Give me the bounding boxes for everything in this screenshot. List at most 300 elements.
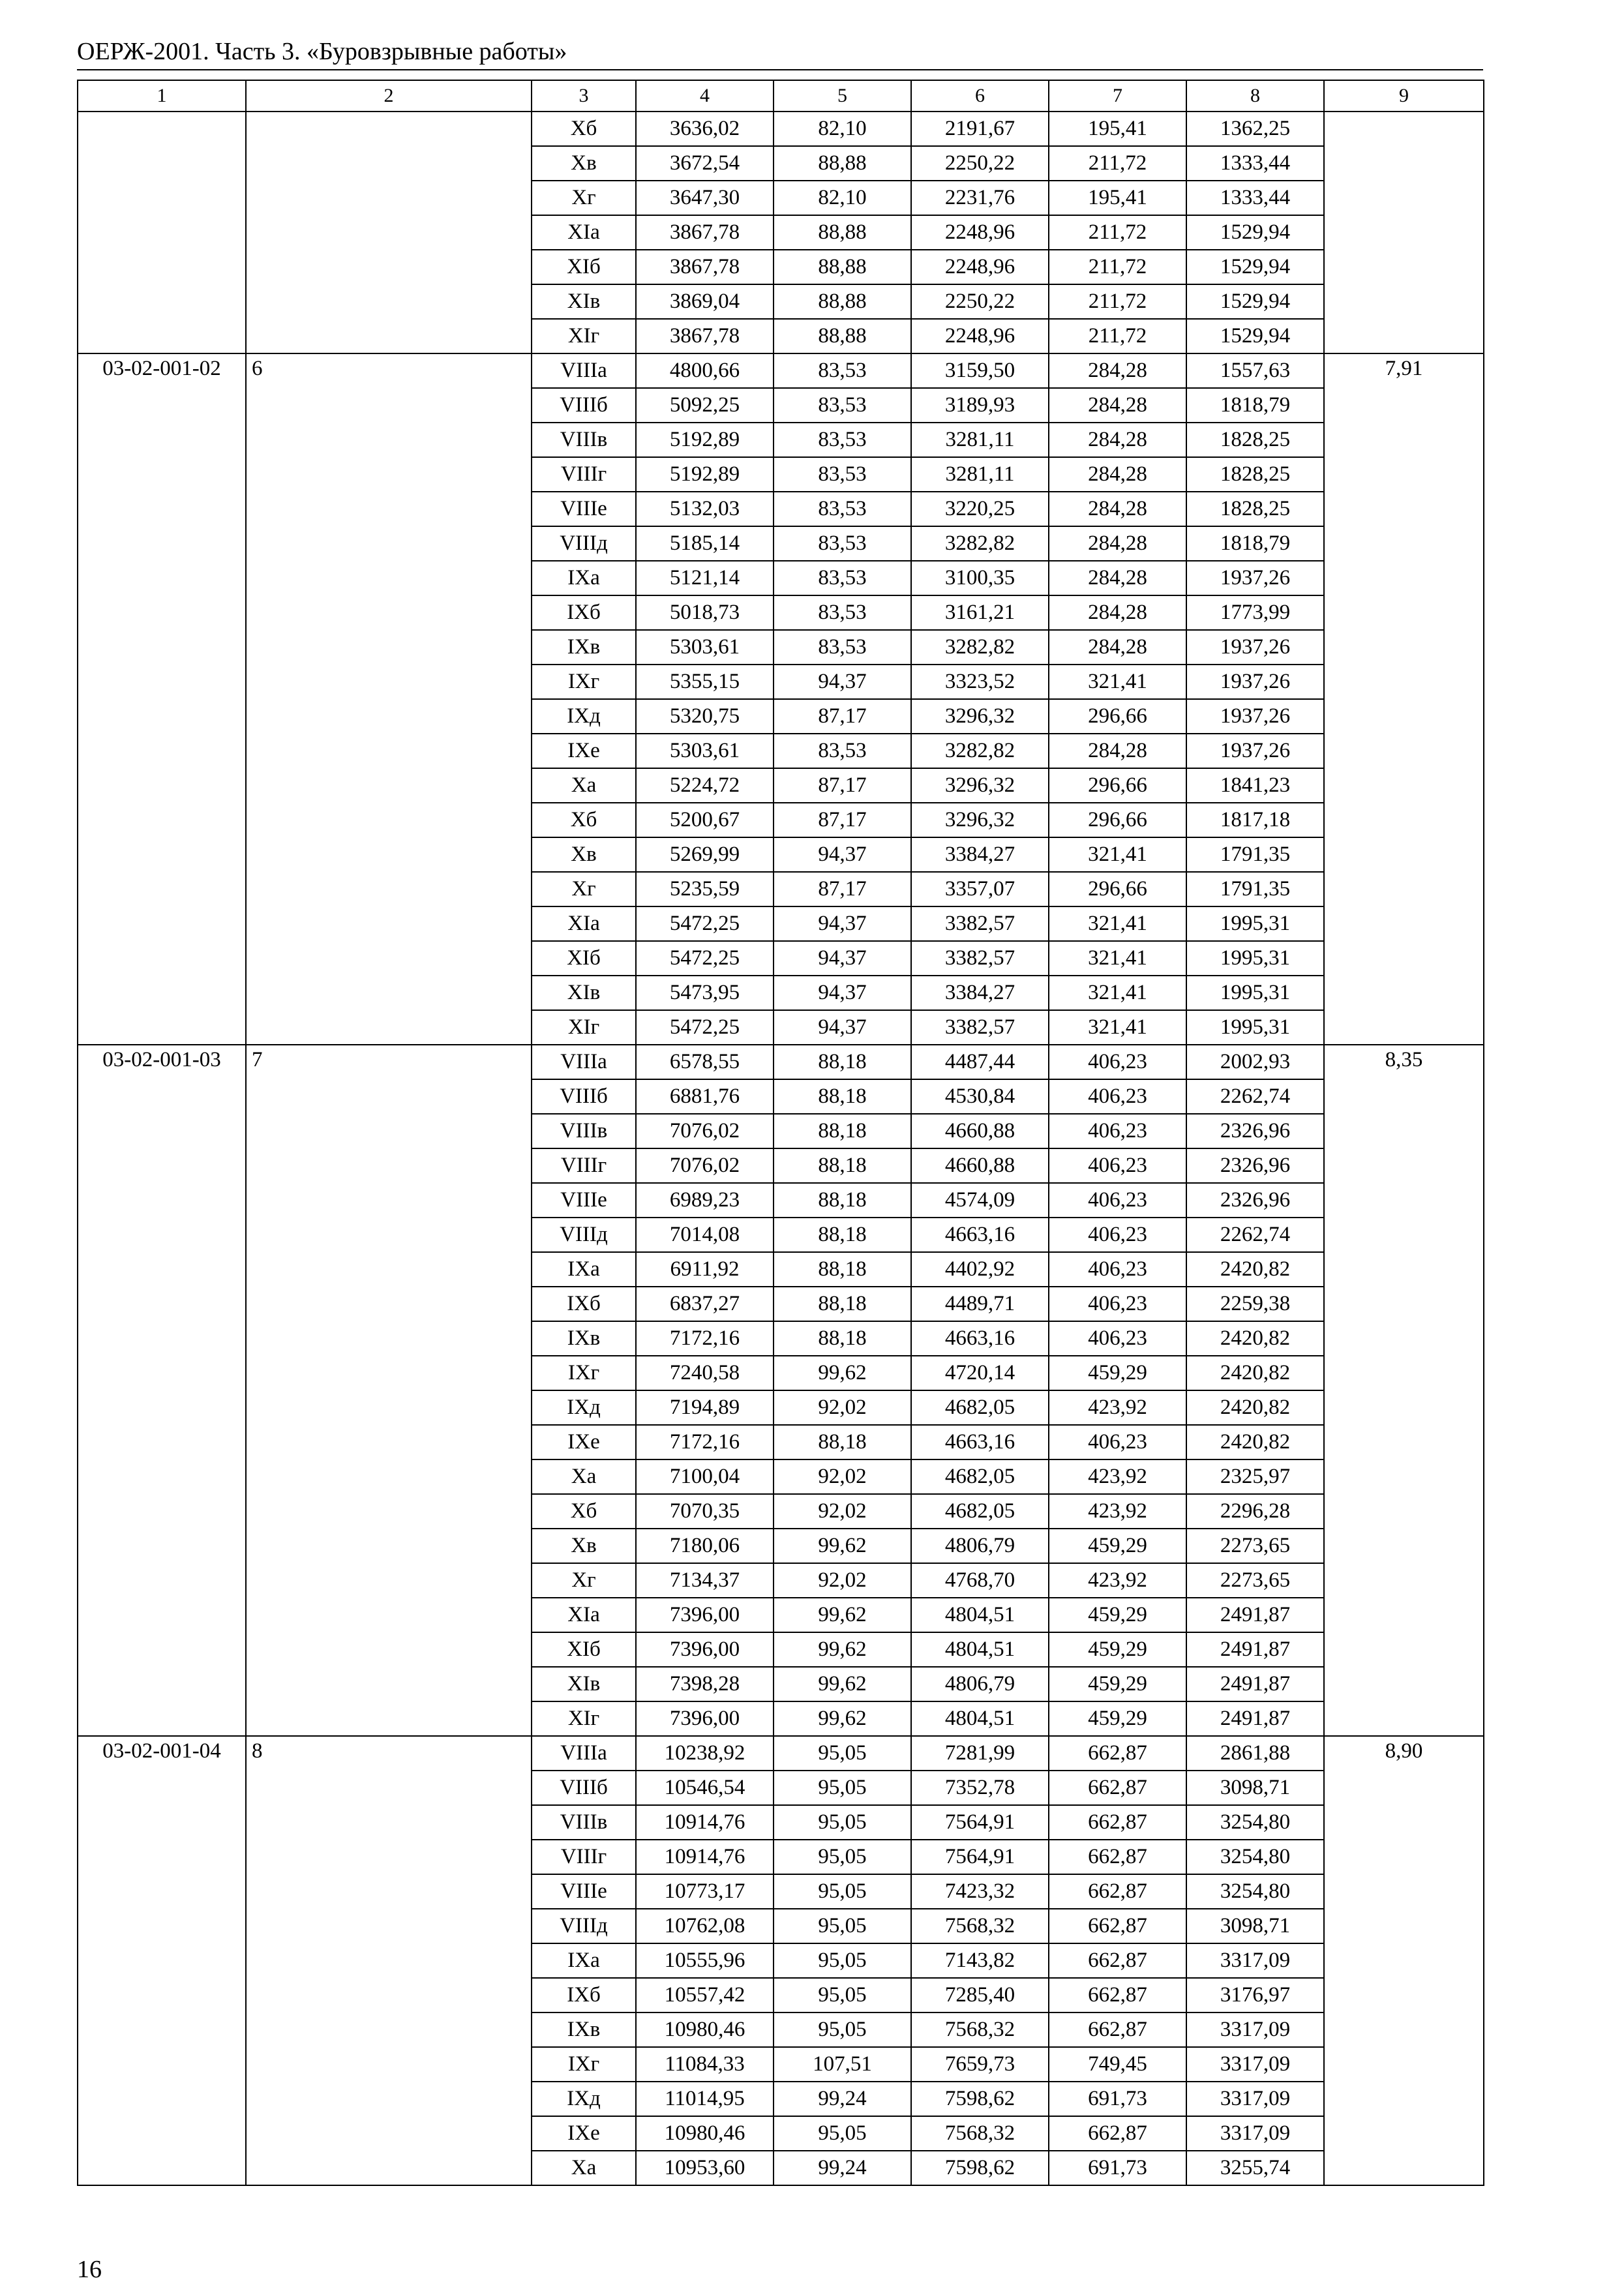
rock-group-cell: IXг [532,665,636,699]
value-cell: 2191,67 [911,112,1049,146]
value-cell: 4660,88 [911,1148,1049,1183]
table-row [78,112,1484,146]
value-cell: 94,37 [774,941,911,976]
value-cell: 7568,32 [911,1909,1049,1943]
value-cell: 1828,25 [1186,423,1324,457]
value-cell: 2326,96 [1186,1183,1324,1218]
value-cell: 10914,76 [636,1805,774,1840]
value-cell: 4804,51 [911,1701,1049,1736]
value-cell: 99,62 [774,1529,911,1563]
rock-group-cell: Xа [532,1459,636,1494]
value-cell: 1529,94 [1186,284,1324,319]
rock-group-cell: VIIIб [532,1079,636,1114]
value-cell: 211,72 [1049,250,1186,284]
value-cell: 1791,35 [1186,872,1324,906]
rock-group-cell: IXд [532,1390,636,1425]
value-cell: 88,88 [774,250,911,284]
value-cell: 1995,31 [1186,906,1324,941]
value-cell: 3384,27 [911,976,1049,1010]
column-header: 3 [532,80,636,112]
rock-group-cell: IXе [532,2116,636,2151]
rock-group-cell: Xг [532,181,636,215]
value-cell: 3647,30 [636,181,774,215]
value-cell: 3281,11 [911,423,1049,457]
value-cell: 459,29 [1049,1529,1186,1563]
value-cell: 406,23 [1049,1321,1186,1356]
value-cell: 87,17 [774,699,911,734]
value-cell: 662,87 [1049,1943,1186,1978]
value-cell: 94,37 [774,1010,911,1045]
rock-group-cell: VIIIд [532,526,636,561]
value-cell: 321,41 [1049,1010,1186,1045]
value-cell: 3317,09 [1186,1943,1324,1978]
value-cell: 99,62 [774,1632,911,1667]
value-cell: 83,53 [774,630,911,665]
value-cell: 662,87 [1049,1771,1186,1805]
rock-group-cell: XIг [532,319,636,353]
value-cell: 7076,02 [636,1148,774,1183]
value-cell: 5092,25 [636,388,774,423]
rock-group-cell: Xа [532,768,636,803]
value-cell: 7598,62 [911,2082,1049,2116]
rock-group-cell: Xв [532,1529,636,1563]
value-cell: 459,29 [1049,1598,1186,1632]
value-cell: 5473,95 [636,976,774,1010]
value-cell: 99,24 [774,2082,911,2116]
value-cell: 662,87 [1049,1874,1186,1909]
value-cell: 2250,22 [911,284,1049,319]
value-cell: 83,53 [774,423,911,457]
value-cell: 7076,02 [636,1114,774,1148]
value-cell: 7564,91 [911,1840,1049,1874]
column-header: 4 [636,80,774,112]
value-cell: 88,88 [774,284,911,319]
value-cell: 99,24 [774,2151,911,2185]
rock-group-cell: VIIIа [532,1045,636,1079]
rock-group-cell: XIв [532,976,636,1010]
rate-code-cell [78,112,246,353]
value-cell: 107,51 [774,2047,911,2082]
value-cell: 7143,82 [911,1943,1049,1978]
value-cell: 87,17 [774,872,911,906]
rock-group-cell: IXв [532,2012,636,2047]
value-cell: 83,53 [774,353,911,388]
value-cell: 2262,74 [1186,1079,1324,1114]
rock-group-cell: XIв [532,284,636,319]
rock-group-cell: Xб [532,803,636,837]
value-cell: 2248,96 [911,319,1049,353]
value-cell: 7194,89 [636,1390,774,1425]
value-cell: 406,23 [1049,1148,1186,1183]
value-cell: 10914,76 [636,1840,774,1874]
value-cell: 7281,99 [911,1736,1049,1771]
value-cell: 459,29 [1049,1632,1186,1667]
value-cell: 1333,44 [1186,181,1324,215]
value-cell: 95,05 [774,1840,911,1874]
value-cell: 3098,71 [1186,1771,1324,1805]
value-cell: 7398,28 [636,1667,774,1701]
value-cell: 88,18 [774,1218,911,1252]
value-cell: 5472,25 [636,1010,774,1045]
value-cell: 2861,88 [1186,1736,1324,1771]
value-cell: 3254,80 [1186,1805,1324,1840]
rock-group-cell: VIIIб [532,388,636,423]
rock-group-cell: Xб [532,112,636,146]
value-cell: 2250,22 [911,146,1049,181]
value-cell: 7423,32 [911,1874,1049,1909]
rock-group-cell: VIIIе [532,492,636,526]
value-cell: 92,02 [774,1390,911,1425]
value-cell: 284,28 [1049,423,1186,457]
value-cell: 2420,82 [1186,1252,1324,1287]
value-cell: 92,02 [774,1563,911,1598]
value-cell: 4489,71 [911,1287,1049,1321]
column-2-cell: 8 [246,1736,532,2185]
value-cell: 7070,35 [636,1494,774,1529]
value-cell: 406,23 [1049,1287,1186,1321]
value-cell: 3672,54 [636,146,774,181]
rock-group-cell: VIIIб [532,1771,636,1805]
value-cell: 92,02 [774,1459,911,1494]
value-cell: 2259,38 [1186,1287,1324,1321]
value-cell: 10773,17 [636,1874,774,1909]
value-cell: 3282,82 [911,630,1049,665]
column-2-cell: 7 [246,1045,532,1736]
value-cell: 4660,88 [911,1114,1049,1148]
value-cell: 95,05 [774,2012,911,2047]
value-cell: 195,41 [1049,112,1186,146]
rock-group-cell: VIIIа [532,353,636,388]
rock-group-cell: XIб [532,250,636,284]
value-cell: 3254,80 [1186,1840,1324,1874]
value-cell: 7180,06 [636,1529,774,1563]
value-cell: 3159,50 [911,353,1049,388]
rate-code-cell: 03-02-001-02 [78,353,246,1045]
value-cell: 4768,70 [911,1563,1049,1598]
value-cell: 284,28 [1049,388,1186,423]
value-cell: 4682,05 [911,1459,1049,1494]
value-cell: 406,23 [1049,1183,1186,1218]
value-cell: 2491,87 [1186,1701,1324,1736]
rock-group-cell: XIа [532,215,636,250]
value-cell: 3282,82 [911,526,1049,561]
value-cell: 321,41 [1049,906,1186,941]
rates-table [77,80,1484,2186]
value-cell: 94,37 [774,906,911,941]
rock-group-cell: IXг [532,1356,636,1390]
value-cell: 4663,16 [911,1321,1049,1356]
column-header: 9 [1324,80,1484,112]
value-cell: 1937,26 [1186,630,1324,665]
value-cell: 7240,58 [636,1356,774,1390]
value-cell: 5320,75 [636,699,774,734]
value-cell: 211,72 [1049,319,1186,353]
value-cell: 11084,33 [636,2047,774,2082]
value-cell: 2325,97 [1186,1459,1324,1494]
value-cell: 296,66 [1049,699,1186,734]
value-cell: 7285,40 [911,1978,1049,2012]
value-cell: 3100,35 [911,561,1049,595]
column-header: 7 [1049,80,1186,112]
value-cell: 7598,62 [911,2151,1049,2185]
value-cell: 1333,44 [1186,146,1324,181]
value-cell: 6989,23 [636,1183,774,1218]
value-cell: 3281,11 [911,457,1049,492]
rate-code-cell: 03-02-001-03 [78,1045,246,1736]
rock-group-cell: VIIIг [532,1148,636,1183]
value-cell: 662,87 [1049,2116,1186,2151]
value-cell: 4720,14 [911,1356,1049,1390]
value-cell: 10980,46 [636,2012,774,2047]
rock-group-cell: VIIIа [532,1736,636,1771]
value-cell: 88,88 [774,319,911,353]
column-header: 1 [78,80,246,112]
value-cell: 1529,94 [1186,215,1324,250]
value-cell: 7172,16 [636,1321,774,1356]
value-cell: 83,53 [774,492,911,526]
value-cell: 4804,51 [911,1632,1049,1667]
value-cell: 10557,42 [636,1978,774,2012]
rock-group-cell: Xб [532,1494,636,1529]
column-header: 6 [911,80,1049,112]
value-cell: 5303,61 [636,630,774,665]
value-cell: 3098,71 [1186,1909,1324,1943]
rock-group-cell: XIа [532,906,636,941]
column-2-cell [246,112,532,353]
value-cell: 10953,60 [636,2151,774,2185]
value-cell: 87,17 [774,768,911,803]
value-cell: 321,41 [1049,976,1186,1010]
value-cell: 6837,27 [636,1287,774,1321]
rock-group-cell: IXа [532,1252,636,1287]
value-cell: 83,53 [774,734,911,768]
value-cell: 5303,61 [636,734,774,768]
value-cell: 406,23 [1049,1425,1186,1459]
value-cell: 5224,72 [636,768,774,803]
value-cell: 662,87 [1049,2012,1186,2047]
rock-group-cell: IXд [532,699,636,734]
value-cell: 99,62 [774,1356,911,1390]
column-header: 8 [1186,80,1324,112]
value-cell: 11014,95 [636,2082,774,2116]
value-cell: 321,41 [1049,837,1186,872]
value-cell: 95,05 [774,1874,911,1909]
column-number-row [78,80,1484,112]
value-cell: 7014,08 [636,1218,774,1252]
value-cell: 3296,32 [911,768,1049,803]
value-cell: 1817,18 [1186,803,1324,837]
rock-group-cell: VIIIг [532,1840,636,1874]
rock-group-cell: Xа [532,2151,636,2185]
page-number: 16 [77,2256,102,2283]
value-cell: 92,02 [774,1494,911,1529]
value-cell: 423,92 [1049,1390,1186,1425]
value-cell: 95,05 [774,1771,911,1805]
table-row [78,353,1484,388]
value-cell: 7564,91 [911,1805,1049,1840]
value-cell: 3867,78 [636,319,774,353]
value-cell: 2296,28 [1186,1494,1324,1529]
value-cell: 3382,57 [911,941,1049,976]
value-cell: 691,73 [1049,2151,1186,2185]
value-cell: 95,05 [774,1736,911,1771]
column-9-cell: 8,35 [1324,1045,1484,1736]
value-cell: 284,28 [1049,353,1186,388]
value-cell: 1937,26 [1186,699,1324,734]
value-cell: 406,23 [1049,1218,1186,1252]
value-cell: 3382,57 [911,1010,1049,1045]
value-cell: 88,18 [774,1079,911,1114]
value-cell: 1529,94 [1186,250,1324,284]
value-cell: 3161,21 [911,595,1049,630]
rock-group-cell: IXе [532,1425,636,1459]
rock-group-cell: VIIIв [532,423,636,457]
rock-group-cell: IXе [532,734,636,768]
value-cell: 321,41 [1049,941,1186,976]
value-cell: 1828,25 [1186,492,1324,526]
value-cell: 88,18 [774,1252,911,1287]
value-cell: 284,28 [1049,734,1186,768]
value-cell: 284,28 [1049,526,1186,561]
value-cell: 3869,04 [636,284,774,319]
value-cell: 5185,14 [636,526,774,561]
value-cell: 3357,07 [911,872,1049,906]
value-cell: 4806,79 [911,1529,1049,1563]
value-cell: 87,17 [774,803,911,837]
value-cell: 749,45 [1049,2047,1186,2082]
column-9-cell: 7,91 [1324,353,1484,1045]
value-cell: 662,87 [1049,1736,1186,1771]
rock-group-cell: VIIIв [532,1114,636,1148]
value-cell: 4530,84 [911,1079,1049,1114]
value-cell: 1557,63 [1186,353,1324,388]
value-cell: 284,28 [1049,630,1186,665]
value-cell: 3323,52 [911,665,1049,699]
column-header: 2 [246,80,532,112]
value-cell: 1937,26 [1186,561,1324,595]
rate-code-cell: 03-02-001-04 [78,1736,246,2185]
value-cell: 4800,66 [636,353,774,388]
value-cell: 1773,99 [1186,595,1324,630]
table-body [78,112,1484,2185]
value-cell: 406,23 [1049,1045,1186,1079]
value-cell: 3867,78 [636,250,774,284]
value-cell: 3176,97 [1186,1978,1324,2012]
value-cell: 2231,76 [911,181,1049,215]
value-cell: 2273,65 [1186,1563,1324,1598]
value-cell: 4663,16 [911,1218,1049,1252]
rock-group-cell: Xв [532,146,636,181]
value-cell: 296,66 [1049,872,1186,906]
value-cell: 88,18 [774,1183,911,1218]
value-cell: 7396,00 [636,1632,774,1667]
value-cell: 423,92 [1049,1563,1186,1598]
value-cell: 662,87 [1049,1909,1186,1943]
rock-group-cell: IXа [532,561,636,595]
value-cell: 1828,25 [1186,457,1324,492]
value-cell: 1995,31 [1186,941,1324,976]
value-cell: 83,53 [774,526,911,561]
value-cell: 6881,76 [636,1079,774,1114]
rock-group-cell: IXа [532,1943,636,1978]
value-cell: 2262,74 [1186,1218,1324,1252]
value-cell: 5472,25 [636,906,774,941]
value-cell: 662,87 [1049,1840,1186,1874]
value-cell: 1818,79 [1186,526,1324,561]
rock-group-cell: IXг [532,2047,636,2082]
value-cell: 284,28 [1049,595,1186,630]
value-cell: 2420,82 [1186,1321,1324,1356]
value-cell: 5355,15 [636,665,774,699]
value-cell: 10555,96 [636,1943,774,1978]
value-cell: 5132,03 [636,492,774,526]
value-cell: 284,28 [1049,457,1186,492]
rock-group-cell: IXв [532,630,636,665]
value-cell: 5472,25 [636,941,774,976]
rock-group-cell: VIIIд [532,1909,636,1943]
rock-group-cell: XIб [532,941,636,976]
value-cell: 2326,96 [1186,1148,1324,1183]
value-cell: 211,72 [1049,284,1186,319]
value-cell: 3636,02 [636,112,774,146]
rock-group-cell: VIIIд [532,1218,636,1252]
value-cell: 5121,14 [636,561,774,595]
value-cell: 88,88 [774,146,911,181]
value-cell: 3382,57 [911,906,1049,941]
value-cell: 6578,55 [636,1045,774,1079]
value-cell: 2248,96 [911,215,1049,250]
value-cell: 1995,31 [1186,976,1324,1010]
value-cell: 88,88 [774,215,911,250]
value-cell: 95,05 [774,1805,911,1840]
value-cell: 7134,37 [636,1563,774,1598]
value-cell: 5192,89 [636,423,774,457]
value-cell: 5200,67 [636,803,774,837]
value-cell: 7568,32 [911,2116,1049,2151]
value-cell: 1362,25 [1186,112,1324,146]
value-cell: 2491,87 [1186,1598,1324,1632]
value-cell: 3296,32 [911,699,1049,734]
value-cell: 95,05 [774,1978,911,2012]
rock-group-cell: XIб [532,1632,636,1667]
rock-group-cell: VIIIг [532,457,636,492]
value-cell: 95,05 [774,1943,911,1978]
value-cell: 459,29 [1049,1701,1186,1736]
value-cell: 691,73 [1049,2082,1186,2116]
value-cell: 406,23 [1049,1252,1186,1287]
value-cell: 7352,78 [911,1771,1049,1805]
value-cell: 3867,78 [636,215,774,250]
value-cell: 4402,92 [911,1252,1049,1287]
value-cell: 3189,93 [911,388,1049,423]
value-cell: 2491,87 [1186,1632,1324,1667]
value-cell: 7659,73 [911,2047,1049,2082]
value-cell: 5269,99 [636,837,774,872]
value-cell: 4682,05 [911,1494,1049,1529]
value-cell: 3317,09 [1186,2116,1324,2151]
value-cell: 88,18 [774,1425,911,1459]
value-cell: 4487,44 [911,1045,1049,1079]
value-cell: 5018,73 [636,595,774,630]
value-cell: 6911,92 [636,1252,774,1287]
value-cell: 2420,82 [1186,1356,1324,1390]
value-cell: 321,41 [1049,665,1186,699]
value-cell: 82,10 [774,112,911,146]
value-cell: 3254,80 [1186,1874,1324,1909]
value-cell: 5192,89 [636,457,774,492]
value-cell: 7568,32 [911,2012,1049,2047]
value-cell: 99,62 [774,1598,911,1632]
